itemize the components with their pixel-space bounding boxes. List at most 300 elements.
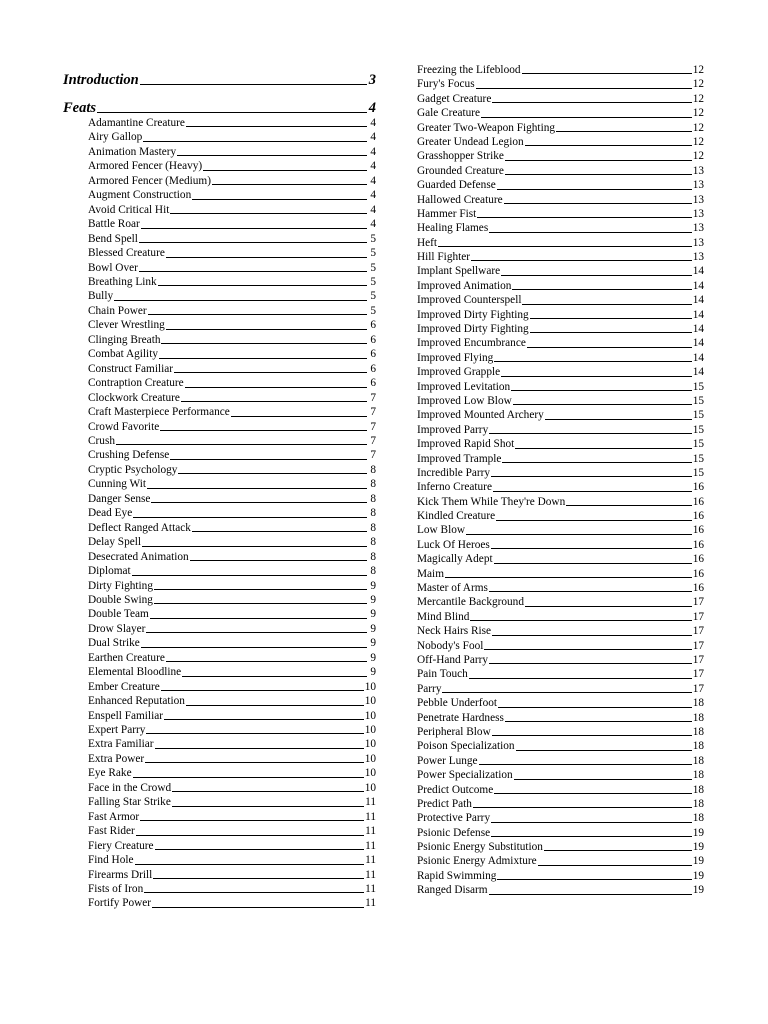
toc-entry[interactable] bbox=[63, 896, 376, 910]
entry-page-number: 5 bbox=[370, 275, 376, 288]
toc-entry[interactable] bbox=[63, 853, 376, 867]
entry-label: Crush bbox=[88, 434, 115, 447]
toc-entry[interactable] bbox=[417, 581, 704, 595]
entry-page-number: 14 bbox=[692, 308, 704, 321]
dot-leader bbox=[442, 692, 691, 693]
toc-entry[interactable] bbox=[63, 448, 376, 462]
dot-leader bbox=[144, 892, 364, 893]
toc-entry[interactable] bbox=[63, 289, 376, 303]
entry-page-number: 9 bbox=[370, 666, 376, 679]
entry-page-number: 5 bbox=[370, 261, 376, 274]
toc-entry[interactable] bbox=[63, 839, 376, 853]
entry-page-number: 4 bbox=[370, 189, 376, 202]
entry-page-number: 18 bbox=[692, 725, 704, 738]
toc-entry[interactable] bbox=[417, 567, 704, 581]
entry-page-number: 6 bbox=[370, 319, 376, 332]
dot-leader bbox=[538, 865, 692, 866]
entry-label: Grasshopper Strike bbox=[417, 150, 504, 163]
toc-entry[interactable] bbox=[417, 639, 704, 653]
entry-label: Improved Rapid Shot bbox=[417, 438, 515, 451]
dot-leader bbox=[556, 131, 692, 132]
toc-entry[interactable] bbox=[417, 394, 704, 408]
dot-leader bbox=[530, 318, 692, 319]
entry-label: Diplomat bbox=[88, 565, 131, 578]
toc-entry[interactable] bbox=[417, 811, 704, 825]
dot-leader bbox=[166, 257, 367, 258]
entry-label: Enspell Familiar bbox=[88, 709, 163, 722]
entry-label: Blessed Creature bbox=[88, 247, 165, 260]
entry-label: Clever Wrestling bbox=[88, 319, 165, 332]
dot-leader bbox=[514, 779, 692, 780]
toc-entry[interactable] bbox=[417, 149, 704, 163]
toc-entry[interactable] bbox=[417, 77, 704, 91]
dot-leader bbox=[513, 404, 692, 405]
toc-entry[interactable] bbox=[63, 535, 376, 549]
dot-leader bbox=[525, 606, 692, 607]
toc-entry[interactable] bbox=[417, 696, 704, 710]
toc-entry[interactable] bbox=[417, 739, 704, 753]
entry-label: Inferno Creature bbox=[417, 481, 492, 494]
entry-page-number: 15 bbox=[692, 394, 704, 407]
toc-entry[interactable] bbox=[417, 624, 704, 638]
entry-label: Animation Mastery bbox=[88, 145, 177, 158]
entry-label: Craft Masterpiece Performance bbox=[88, 406, 230, 419]
entry-page-number: 5 bbox=[370, 232, 376, 245]
entry-label: Augment Construction bbox=[88, 189, 192, 202]
entry-page-number: 13 bbox=[692, 164, 704, 177]
entry-page-number: 18 bbox=[692, 769, 704, 782]
entry-page-number: 5 bbox=[370, 290, 376, 303]
toc-entry[interactable] bbox=[63, 159, 376, 173]
entry-page-number: 8 bbox=[370, 536, 376, 549]
toc-entry[interactable] bbox=[417, 653, 704, 667]
entry-page-number: 18 bbox=[692, 754, 704, 767]
toc-entry[interactable] bbox=[417, 725, 704, 739]
entry-page-number: 17 bbox=[692, 610, 704, 623]
entry-label: Incredible Parry bbox=[417, 466, 491, 479]
entry-label: Armored Fencer (Heavy) bbox=[88, 160, 203, 173]
toc-entry[interactable] bbox=[63, 116, 376, 130]
toc-entry[interactable] bbox=[63, 680, 376, 694]
toc-entry[interactable] bbox=[63, 174, 376, 188]
entry-page-number: 10 bbox=[364, 767, 376, 780]
dot-leader bbox=[132, 575, 367, 576]
dot-leader bbox=[445, 577, 692, 578]
dot-leader bbox=[185, 387, 367, 388]
toc-entry[interactable] bbox=[63, 391, 376, 405]
dot-leader bbox=[133, 777, 364, 778]
entry-page-number: 19 bbox=[692, 841, 704, 854]
toc-entry[interactable] bbox=[417, 524, 704, 538]
toc-entry[interactable] bbox=[417, 264, 704, 278]
entry-label: Nobody's Fool bbox=[417, 639, 484, 652]
dot-leader bbox=[143, 141, 367, 142]
dot-leader bbox=[504, 203, 692, 204]
dot-leader bbox=[135, 864, 365, 865]
dot-leader bbox=[186, 705, 364, 706]
dot-leader bbox=[174, 372, 367, 373]
entry-page-number: 4 bbox=[370, 174, 376, 187]
entry-label: Improved Parry bbox=[417, 423, 489, 436]
entry-label: Fast Rider bbox=[88, 825, 135, 838]
dot-leader bbox=[97, 112, 367, 113]
toc-entry[interactable] bbox=[63, 130, 376, 144]
entry-page-number: 11 bbox=[365, 868, 376, 881]
entry-label: Dirty Fighting bbox=[88, 579, 153, 592]
dot-leader bbox=[481, 117, 692, 118]
toc-entry[interactable] bbox=[63, 694, 376, 708]
entry-page-number: 6 bbox=[370, 333, 376, 346]
toc-entry[interactable] bbox=[63, 217, 376, 231]
toc-entry[interactable] bbox=[417, 480, 704, 494]
toc-entry[interactable] bbox=[417, 509, 704, 523]
entry-label: Improved Encumbrance bbox=[417, 337, 526, 350]
toc-entry[interactable] bbox=[63, 651, 376, 665]
entry-page-number: 12 bbox=[692, 150, 704, 163]
entry-label: Face in the Crowd bbox=[88, 781, 172, 794]
toc-entry[interactable] bbox=[63, 376, 376, 390]
entry-label: Hallowed Creature bbox=[417, 193, 503, 206]
entry-label: Improved Grapple bbox=[417, 366, 501, 379]
toc-entry[interactable] bbox=[417, 610, 704, 624]
toc-entry[interactable] bbox=[63, 362, 376, 376]
toc-entry[interactable] bbox=[417, 293, 704, 307]
toc-entry[interactable] bbox=[417, 207, 704, 221]
entry-label: Desecrated Animation bbox=[88, 550, 189, 563]
toc-entry[interactable] bbox=[417, 380, 704, 394]
entry-label: Crushing Defense bbox=[88, 449, 170, 462]
toc-entry[interactable] bbox=[417, 452, 704, 466]
toc-entry[interactable] bbox=[417, 667, 704, 681]
dot-leader bbox=[114, 300, 367, 301]
toc-entry[interactable] bbox=[63, 434, 376, 448]
dot-leader bbox=[525, 145, 692, 146]
toc-entry[interactable] bbox=[417, 193, 704, 207]
entry-page-number: 14 bbox=[692, 294, 704, 307]
entry-label: Fast Armor bbox=[88, 810, 140, 823]
toc-entry[interactable] bbox=[417, 92, 704, 106]
dot-leader bbox=[491, 836, 692, 837]
toc-entry[interactable] bbox=[417, 351, 704, 365]
entry-label: Bowl Over bbox=[88, 261, 138, 274]
entry-label: Improved Flying bbox=[417, 351, 494, 364]
dot-leader bbox=[148, 314, 367, 315]
entry-page-number: 11 bbox=[365, 897, 376, 910]
entry-page-number: 14 bbox=[692, 366, 704, 379]
entry-label: Guarded Defense bbox=[417, 179, 496, 192]
dot-leader bbox=[505, 174, 692, 175]
dot-leader bbox=[491, 476, 692, 477]
dot-leader bbox=[116, 444, 367, 445]
toc-entry[interactable] bbox=[417, 408, 704, 422]
dot-leader bbox=[476, 88, 692, 89]
toc-entry[interactable] bbox=[417, 322, 704, 336]
dot-leader bbox=[158, 285, 367, 286]
entry-page-number: 10 bbox=[364, 738, 376, 751]
toc-entry[interactable] bbox=[417, 754, 704, 768]
entry-page-number: 15 bbox=[692, 466, 704, 479]
toc-entry[interactable] bbox=[417, 279, 704, 293]
toc-entry[interactable] bbox=[63, 766, 376, 780]
entry-label: Double Team bbox=[88, 608, 149, 621]
toc-entry[interactable] bbox=[63, 188, 376, 202]
entry-label: Avoid Critical Hit bbox=[88, 203, 170, 216]
entry-label: Psionic Energy Substitution bbox=[417, 841, 543, 854]
toc-entry[interactable] bbox=[63, 304, 376, 318]
toc-entry[interactable] bbox=[63, 622, 376, 636]
entry-label: Combat Agility bbox=[88, 348, 158, 361]
entry-page-number: 11 bbox=[365, 854, 376, 867]
entry-page-number: 14 bbox=[692, 265, 704, 278]
dot-leader bbox=[141, 647, 367, 648]
entry-page-number: 18 bbox=[692, 797, 704, 810]
entry-label: Find Hole bbox=[88, 854, 134, 867]
dot-leader bbox=[530, 332, 692, 333]
toc-entry[interactable] bbox=[63, 246, 376, 260]
entry-label: Magically Adept bbox=[417, 553, 493, 566]
dot-leader bbox=[154, 589, 367, 590]
toc-entry[interactable] bbox=[63, 781, 376, 795]
toc-entry[interactable] bbox=[63, 347, 376, 361]
toc-entry[interactable] bbox=[417, 423, 704, 437]
dot-leader bbox=[190, 560, 367, 561]
toc-entry[interactable] bbox=[63, 405, 376, 419]
entry-page-number: 18 bbox=[692, 783, 704, 796]
section-page-number: 4 bbox=[368, 100, 376, 116]
section-title: Feats bbox=[63, 100, 97, 116]
toc-entry[interactable] bbox=[63, 607, 376, 621]
entry-page-number: 19 bbox=[692, 869, 704, 882]
toc-entry[interactable] bbox=[63, 593, 376, 607]
entry-label: Improved Trample bbox=[417, 452, 502, 465]
toc-entry[interactable] bbox=[417, 437, 704, 451]
entry-page-number: 5 bbox=[370, 247, 376, 260]
toc-entry[interactable] bbox=[417, 854, 704, 868]
entry-label: Predict Path bbox=[417, 797, 472, 810]
toc-entry[interactable] bbox=[417, 826, 704, 840]
toc-entry[interactable] bbox=[417, 63, 704, 77]
dot-leader bbox=[511, 390, 692, 391]
entry-page-number: 8 bbox=[370, 521, 376, 534]
entry-page-number: 11 bbox=[365, 796, 376, 809]
dot-leader bbox=[166, 329, 367, 330]
entry-page-number: 12 bbox=[692, 63, 704, 76]
toc-entry[interactable] bbox=[63, 232, 376, 246]
entry-page-number: 4 bbox=[370, 131, 376, 144]
dot-leader bbox=[469, 678, 692, 679]
toc-entry[interactable] bbox=[417, 106, 704, 120]
toc-entry[interactable] bbox=[63, 275, 376, 289]
entry-page-number: 9 bbox=[370, 579, 376, 592]
toc-entry[interactable] bbox=[417, 164, 704, 178]
entry-page-number: 8 bbox=[370, 492, 376, 505]
toc-entry[interactable] bbox=[63, 665, 376, 679]
entry-page-number: 13 bbox=[692, 193, 704, 206]
dot-leader bbox=[147, 488, 367, 489]
toc-entry[interactable] bbox=[63, 723, 376, 737]
entry-label: Kick Them While They're Down bbox=[417, 495, 566, 508]
entry-label: Healing Flames bbox=[417, 222, 489, 235]
dot-leader bbox=[489, 663, 692, 664]
entry-label: Deflect Ranged Attack bbox=[88, 521, 191, 534]
toc-entry[interactable] bbox=[63, 203, 376, 217]
toc-entry[interactable] bbox=[63, 824, 376, 838]
dot-leader bbox=[494, 563, 692, 564]
entry-label: Greater Undead Legion bbox=[417, 135, 524, 148]
toc-entry[interactable] bbox=[63, 810, 376, 824]
toc-right-column bbox=[417, 63, 704, 898]
dot-leader bbox=[142, 546, 367, 547]
toc-entry[interactable] bbox=[63, 333, 376, 347]
entry-page-number: 11 bbox=[365, 839, 376, 852]
entry-label: Peripheral Blow bbox=[417, 725, 491, 738]
dot-leader bbox=[161, 690, 364, 691]
entry-label: Penetrate Hardness bbox=[417, 711, 504, 724]
toc-entry[interactable] bbox=[417, 121, 704, 135]
dot-leader bbox=[155, 849, 365, 850]
entry-page-number: 18 bbox=[692, 740, 704, 753]
entry-page-number: 6 bbox=[370, 377, 376, 390]
toc-entry[interactable] bbox=[417, 883, 704, 897]
toc-entry[interactable] bbox=[417, 595, 704, 609]
feats-entry-list-continued bbox=[417, 63, 704, 898]
dot-leader bbox=[522, 73, 692, 74]
toc-entry[interactable] bbox=[417, 236, 704, 250]
entry-page-number: 12 bbox=[692, 78, 704, 91]
toc-entry[interactable] bbox=[63, 882, 376, 896]
dot-leader bbox=[477, 217, 691, 218]
dot-leader bbox=[515, 448, 691, 449]
toc-entry[interactable] bbox=[63, 550, 376, 564]
toc-entry[interactable] bbox=[417, 869, 704, 883]
entry-page-number: 19 bbox=[692, 855, 704, 868]
toc-entry[interactable] bbox=[63, 868, 376, 882]
dot-leader bbox=[505, 721, 692, 722]
dot-leader bbox=[493, 491, 692, 492]
entry-label: Fiery Creature bbox=[88, 839, 154, 852]
section-title: Introduction bbox=[63, 72, 139, 88]
toc-section-feats[interactable] bbox=[63, 100, 376, 116]
dot-leader bbox=[139, 271, 367, 272]
toc-entry[interactable] bbox=[63, 521, 376, 535]
entry-label: Improved Dirty Fighting bbox=[417, 323, 529, 336]
dot-leader bbox=[170, 459, 367, 460]
entry-page-number: 15 bbox=[692, 438, 704, 451]
entry-page-number: 12 bbox=[692, 107, 704, 120]
entry-label: Improved Animation bbox=[417, 279, 512, 292]
toc-entry[interactable] bbox=[417, 552, 704, 566]
entry-label: Psionic Energy Admixture bbox=[417, 855, 537, 868]
entry-page-number: 4 bbox=[370, 117, 376, 129]
toc-entry[interactable] bbox=[63, 261, 376, 275]
entry-page-number: 11 bbox=[365, 810, 376, 823]
entry-page-number: 7 bbox=[370, 391, 376, 404]
entry-page-number: 11 bbox=[365, 825, 376, 838]
entry-label: Fury's Focus bbox=[417, 78, 475, 91]
toc-entry[interactable] bbox=[63, 709, 376, 723]
entry-label: Greater Two-Weapon Fighting bbox=[417, 121, 556, 134]
dot-leader bbox=[471, 260, 692, 261]
toc-entry[interactable] bbox=[63, 463, 376, 477]
entry-page-number: 18 bbox=[692, 697, 704, 710]
dot-leader bbox=[192, 531, 367, 532]
toc-entry[interactable] bbox=[63, 477, 376, 491]
toc-left-column bbox=[63, 72, 376, 911]
dot-leader bbox=[566, 505, 691, 506]
entry-page-number: 19 bbox=[692, 884, 704, 897]
toc-entry[interactable] bbox=[417, 466, 704, 480]
toc-entry[interactable] bbox=[63, 492, 376, 506]
toc-entry[interactable] bbox=[417, 178, 704, 192]
entry-label: Construct Familiar bbox=[88, 362, 174, 375]
toc-entry[interactable] bbox=[417, 783, 704, 797]
dot-leader bbox=[494, 793, 691, 794]
dot-leader bbox=[154, 603, 367, 604]
toc-entry[interactable] bbox=[417, 768, 704, 782]
dot-leader bbox=[479, 764, 692, 765]
toc-entry[interactable] bbox=[417, 797, 704, 811]
toc-entry[interactable] bbox=[417, 308, 704, 322]
toc-entry[interactable] bbox=[417, 221, 704, 235]
toc-entry[interactable] bbox=[63, 752, 376, 766]
toc-entry[interactable] bbox=[63, 564, 376, 578]
entry-label: Poison Specialization bbox=[417, 740, 515, 753]
dot-leader bbox=[161, 343, 367, 344]
toc-entry[interactable] bbox=[417, 538, 704, 552]
dot-leader bbox=[484, 649, 691, 650]
entry-label: Fists of Iron bbox=[88, 883, 144, 896]
dot-leader bbox=[501, 376, 692, 377]
toc-entry[interactable] bbox=[63, 506, 376, 520]
toc-entry[interactable] bbox=[63, 737, 376, 751]
dot-leader bbox=[516, 750, 692, 751]
entry-label: Extra Power bbox=[88, 752, 145, 765]
entry-page-number: 12 bbox=[692, 135, 704, 148]
toc-entry[interactable] bbox=[63, 145, 376, 159]
toc-entry[interactable] bbox=[417, 711, 704, 725]
dot-leader bbox=[470, 620, 691, 621]
toc-entry[interactable] bbox=[417, 336, 704, 350]
toc-entry[interactable] bbox=[417, 840, 704, 854]
entry-page-number: 16 bbox=[692, 553, 704, 566]
toc-entry[interactable] bbox=[63, 636, 376, 650]
dot-leader bbox=[492, 102, 691, 103]
entry-label: Grounded Creature bbox=[417, 164, 504, 177]
toc-entry[interactable] bbox=[417, 135, 704, 149]
toc-section-introduction[interactable] bbox=[63, 72, 376, 88]
entry-label: Pebble Underfoot bbox=[417, 697, 497, 710]
toc-entry[interactable] bbox=[63, 795, 376, 809]
toc-entry[interactable] bbox=[63, 318, 376, 332]
entry-label: Improved Low Blow bbox=[417, 394, 512, 407]
entry-page-number: 17 bbox=[692, 682, 704, 695]
dot-leader bbox=[522, 304, 691, 305]
toc-entry[interactable] bbox=[417, 682, 704, 696]
entry-label: Improved Counterspell bbox=[417, 294, 522, 307]
dot-leader bbox=[489, 433, 691, 434]
dot-leader bbox=[489, 894, 692, 895]
section-page-number: 3 bbox=[368, 72, 376, 88]
toc-entry[interactable] bbox=[417, 365, 704, 379]
toc-entry[interactable] bbox=[417, 495, 704, 509]
dot-leader bbox=[491, 548, 692, 549]
entry-label: Kindled Creature bbox=[417, 510, 496, 523]
toc-entry[interactable] bbox=[417, 250, 704, 264]
toc-entry[interactable] bbox=[63, 420, 376, 434]
entry-page-number: 16 bbox=[692, 567, 704, 580]
toc-entry[interactable] bbox=[63, 579, 376, 593]
entry-label: Dual Strike bbox=[88, 637, 140, 650]
